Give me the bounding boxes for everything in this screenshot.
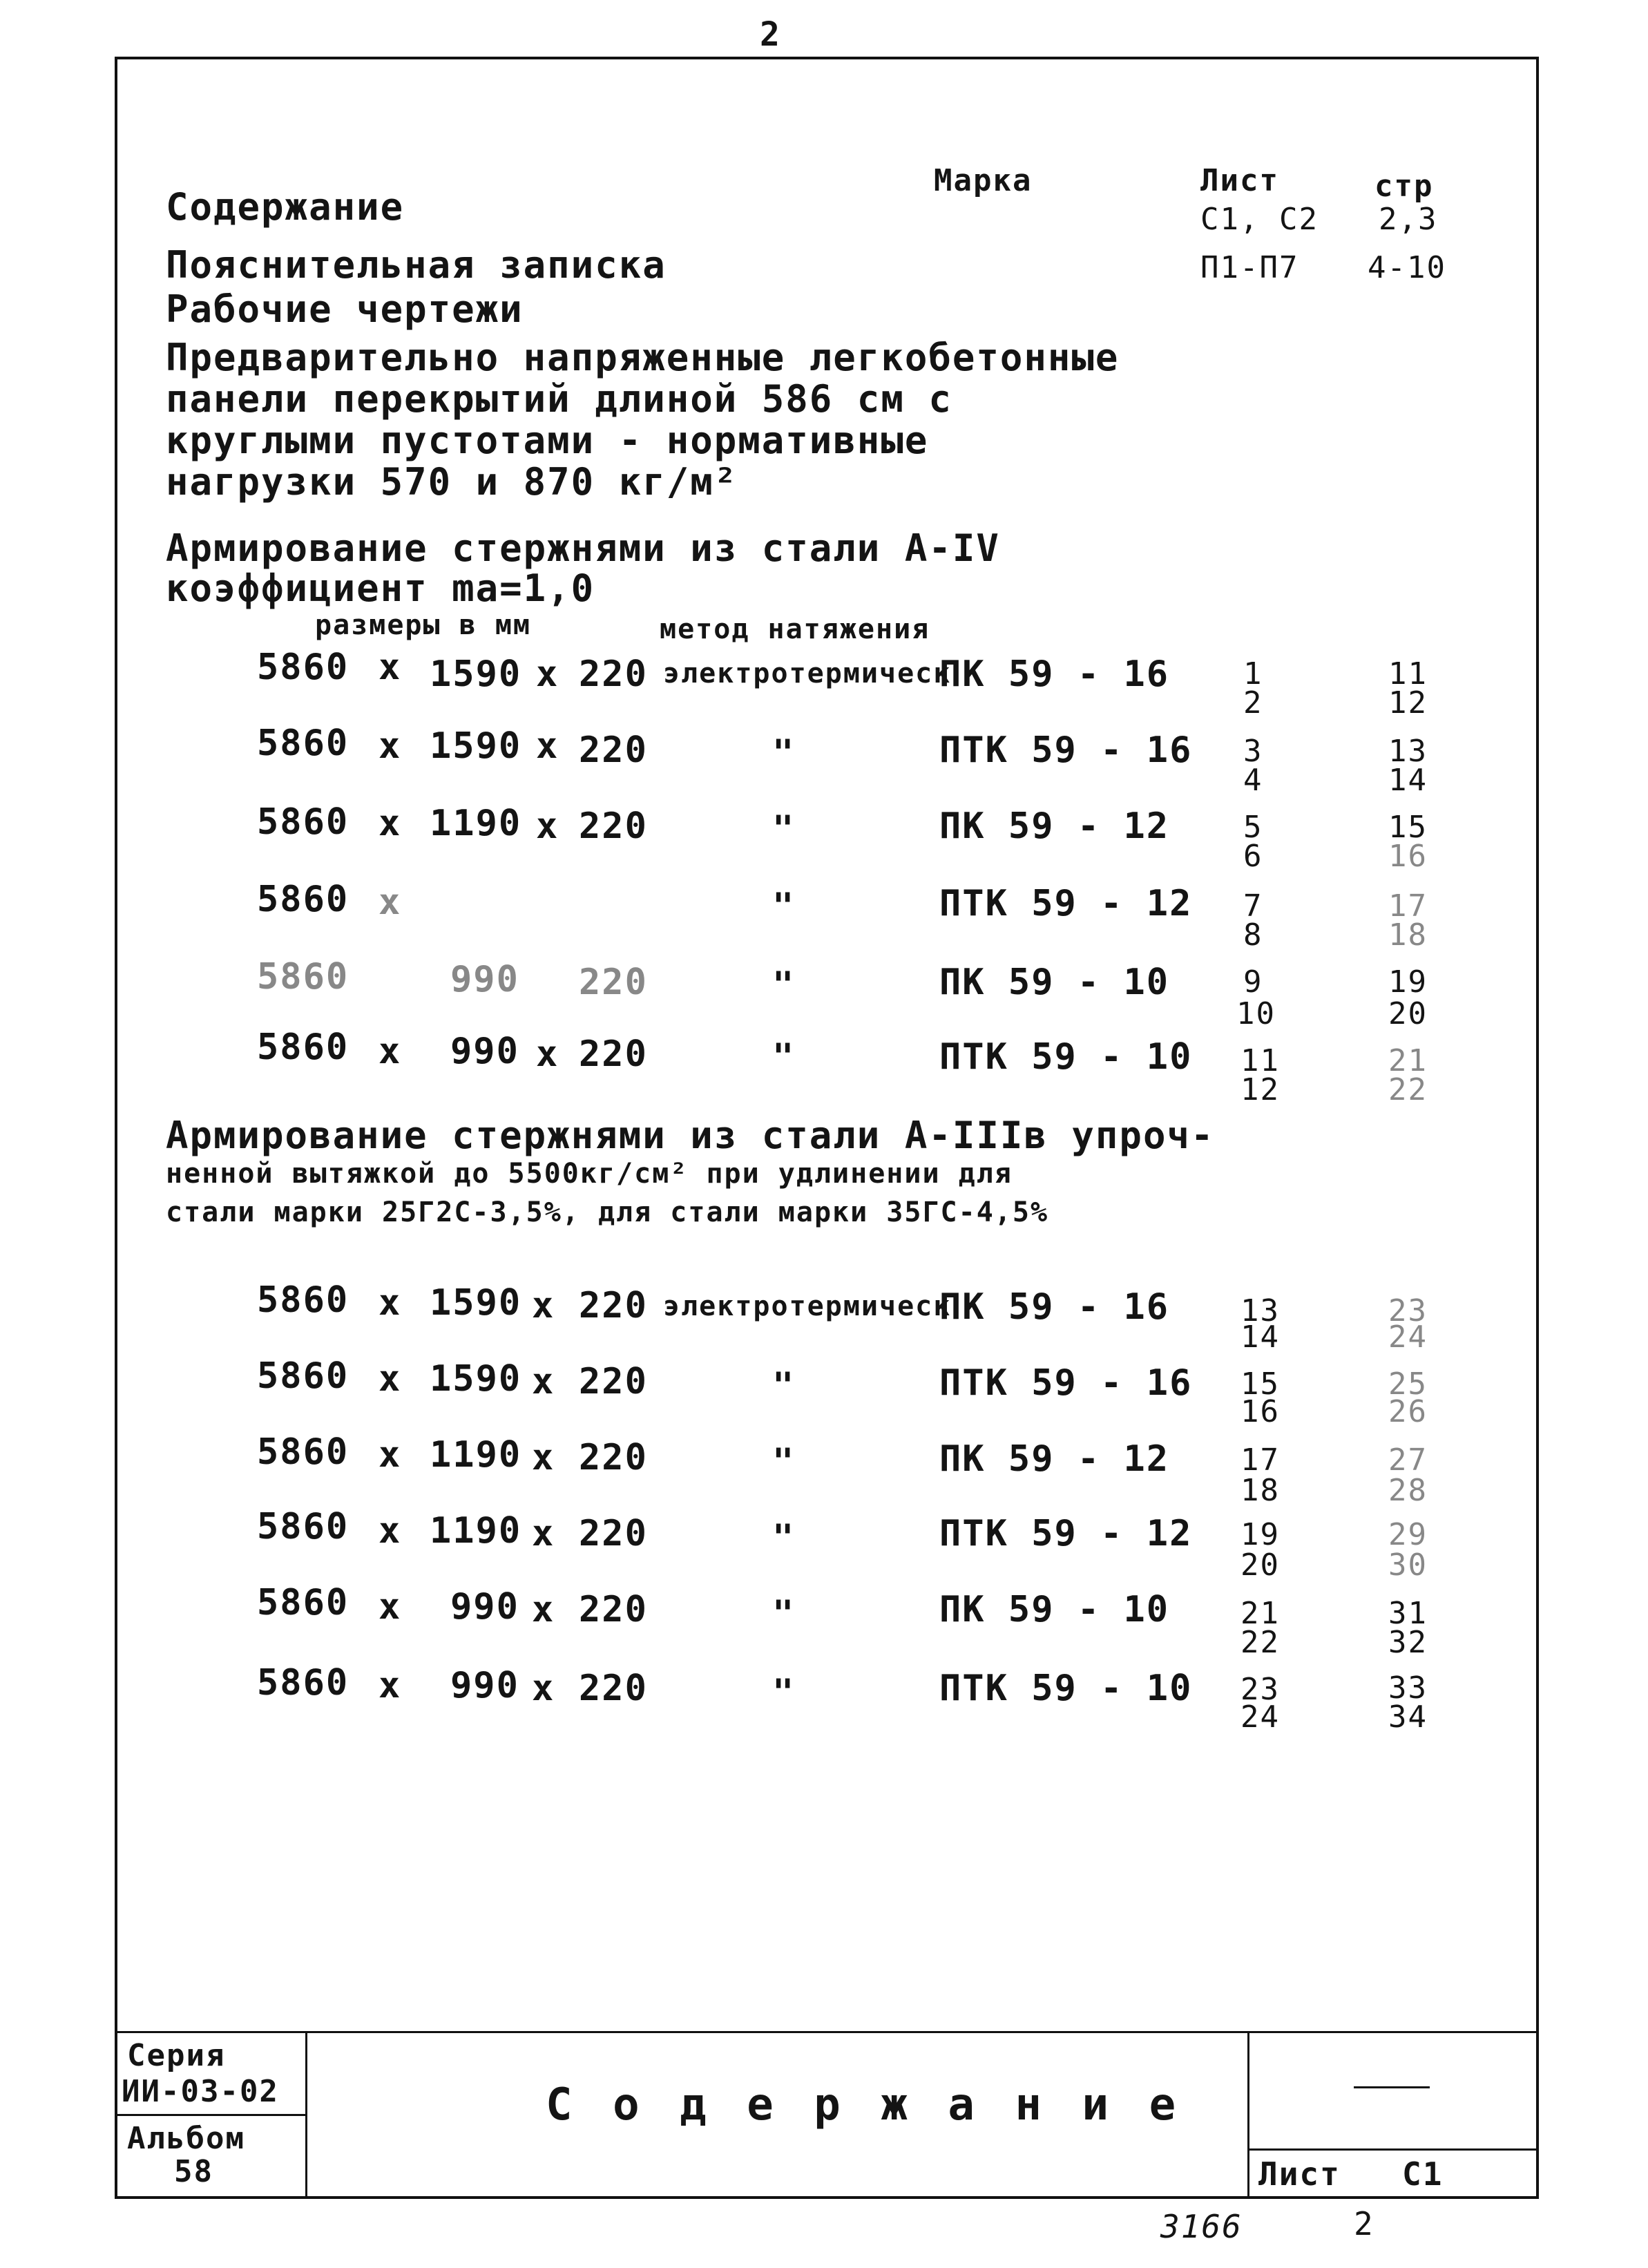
row-method: " xyxy=(772,732,796,774)
row-list-a: 1 xyxy=(1243,656,1263,692)
row-length: 5860 xyxy=(257,956,349,998)
row-height: 220 xyxy=(579,1668,648,1709)
row-page-a: 33 xyxy=(1388,1670,1428,1706)
row-x2: х xyxy=(532,1589,555,1630)
row-list-a: 7 xyxy=(1243,888,1263,924)
row-x2: х xyxy=(532,1668,555,1709)
row-x1: х xyxy=(379,1282,402,1324)
row-x1: х xyxy=(379,1665,402,1706)
row-marka: ПТК 59 - 16 xyxy=(939,1362,1193,1404)
section2-title-line-1: Армирование стержнями из стали А-IIIв упроч- xyxy=(166,1114,1215,1157)
row-list-b: 24 xyxy=(1240,1699,1280,1735)
stamp-divider-left xyxy=(305,2031,307,2199)
row-method: " xyxy=(772,1593,796,1635)
row-method: " xyxy=(772,1517,796,1559)
row-page-b: 28 xyxy=(1388,1473,1428,1508)
row-method: " xyxy=(772,1036,796,1078)
row-x2: х xyxy=(536,725,559,767)
row-width: 1590 xyxy=(430,725,522,767)
row-height: 220 xyxy=(579,1285,648,1326)
description-line-3: круглыми пустотами - нормативные xyxy=(166,419,929,462)
row-page-b: 12 xyxy=(1388,685,1428,721)
row-x1: х xyxy=(379,647,402,688)
row-width: 1190 xyxy=(430,1510,522,1552)
section2-title-line-3: стали марки 25Г2С-3,5%, для стали марки 35ГС-4,5% xyxy=(166,1197,1049,1228)
sheet-label: Лист xyxy=(1258,2155,1341,2193)
row-list-b: 10 xyxy=(1236,996,1276,1031)
row-x2: х xyxy=(536,806,559,847)
row-height: 220 xyxy=(579,1437,648,1478)
row-page-b: 24 xyxy=(1388,1319,1428,1355)
album-value: 58 xyxy=(174,2154,213,2189)
column-page: стр xyxy=(1374,169,1434,204)
row-list-a: 5 xyxy=(1243,810,1263,845)
row-length: 5860 xyxy=(257,1582,349,1623)
stamp-series-line xyxy=(115,2114,305,2116)
row-x1: х xyxy=(379,1358,402,1400)
row-list-a: 17 xyxy=(1240,1442,1280,1478)
section1-title: Армирование стержнями из стали А-IV xyxy=(166,526,1000,570)
series-label: Серия xyxy=(127,2038,226,2073)
row-page-b: 32 xyxy=(1388,1625,1428,1660)
row-page-b: 14 xyxy=(1388,763,1428,798)
row-method: " xyxy=(772,1441,796,1483)
row-method: электротермическ xyxy=(663,1290,952,1322)
row-x2: х xyxy=(532,1437,555,1478)
row-length: 5860 xyxy=(257,801,349,843)
row-list-a: 9 xyxy=(1243,964,1263,1000)
row-marka: ПТК 59 - 12 xyxy=(939,883,1193,924)
row-height: 220 xyxy=(579,1361,648,1402)
row-list-b: 8 xyxy=(1243,917,1263,953)
footer-mark: 2 xyxy=(1354,2205,1374,2242)
row-page-a: 19 xyxy=(1388,964,1428,1000)
row-height: 220 xyxy=(579,1589,648,1630)
row-length: 5860 xyxy=(257,1279,349,1321)
row-list-a: 19 xyxy=(1240,1517,1280,1552)
row-page-b: 34 xyxy=(1388,1699,1428,1735)
row-length: 5860 xyxy=(257,1027,349,1068)
album-label: Альбом xyxy=(127,2121,245,2156)
row-length: 5860 xyxy=(257,879,349,920)
intro-note-list: П1-П7 xyxy=(1200,250,1299,285)
row-length: 5860 xyxy=(257,647,349,688)
section2-title-line-2: ненной вытяжкой до 5500кг/см² при удлинении для xyxy=(166,1158,1013,1190)
row-x1: х xyxy=(379,725,402,767)
column-marka: Марка xyxy=(934,163,1033,198)
row-x1: х xyxy=(379,1510,402,1552)
row-width: 1590 xyxy=(430,1358,522,1400)
row-method: " xyxy=(772,1672,796,1713)
row-page-a: 23 xyxy=(1388,1293,1428,1328)
row-x2: х xyxy=(532,1285,555,1326)
row-x2: х xyxy=(536,654,559,695)
row-height: 220 xyxy=(579,654,648,695)
row-width: 1590 xyxy=(430,654,522,695)
row-width: 990 xyxy=(450,1586,519,1628)
description-line-2: панели перекрытий длиной 586 см с xyxy=(166,377,952,421)
row-list-a: 23 xyxy=(1240,1672,1280,1707)
row-page-a: 21 xyxy=(1388,1043,1428,1078)
row-width: 990 xyxy=(450,1031,519,1072)
top-mark: 2 xyxy=(760,15,781,54)
row-marka: ПТК 59 - 10 xyxy=(939,1668,1193,1709)
row-length: 5860 xyxy=(257,1662,349,1704)
row-marka: ПК 59 - 12 xyxy=(939,806,1170,847)
row-marka: ПТК 59 - 16 xyxy=(939,730,1193,771)
description-line-4: нагрузки 570 и 870 кг/м² xyxy=(166,460,738,504)
row-page-b: 18 xyxy=(1388,917,1428,953)
row-page-a: 13 xyxy=(1388,734,1428,769)
row-width: 990 xyxy=(450,1665,519,1706)
row-list-b: 18 xyxy=(1240,1473,1280,1508)
row-list-b: 2 xyxy=(1243,685,1263,721)
intro-contents-page: 2,3 xyxy=(1379,202,1438,237)
row-list-b: 6 xyxy=(1243,839,1263,874)
row-page-b: 16 xyxy=(1388,839,1428,874)
row-height: 220 xyxy=(579,962,648,1003)
row-method: " xyxy=(772,964,796,1006)
sheet-value: С1 xyxy=(1402,2155,1444,2193)
row-page-a: 11 xyxy=(1388,656,1428,692)
row-method: " xyxy=(772,808,796,850)
intro-drawings: Рабочие чертежи xyxy=(166,287,524,331)
row-page-a: 17 xyxy=(1388,888,1428,924)
row-x1: х xyxy=(379,803,402,844)
row-list-a: 3 xyxy=(1243,734,1263,769)
section1-col-method: метод натяжения xyxy=(660,613,930,645)
stamp-top-line xyxy=(115,2031,1539,2033)
row-page-b: 30 xyxy=(1388,1547,1428,1583)
row-x1: х xyxy=(379,882,402,923)
row-x1: х xyxy=(379,1586,402,1628)
row-page-a: 27 xyxy=(1388,1442,1428,1478)
intro-note: Пояснительная записка xyxy=(166,243,667,287)
row-page-a: 31 xyxy=(1388,1596,1428,1631)
row-list-b: 22 xyxy=(1240,1625,1280,1660)
row-width: 990 xyxy=(450,959,519,1000)
stamp-title: С о д е р ж а н и е xyxy=(546,2079,1183,2131)
section1-col-sizes: размеры в мм xyxy=(315,609,531,641)
row-width: 1190 xyxy=(430,1434,522,1476)
row-page-b: 22 xyxy=(1388,1072,1428,1107)
row-list-a: 11 xyxy=(1240,1043,1280,1078)
row-marka: ПК 59 - 12 xyxy=(939,1438,1170,1480)
row-marka: ПК 59 - 10 xyxy=(939,1589,1170,1630)
row-height: 220 xyxy=(579,1513,648,1554)
description-line-1: Предварительно напряженные легкобетонные xyxy=(166,336,1120,379)
row-list-a: 13 xyxy=(1240,1293,1280,1328)
row-marka: ПТК 59 - 10 xyxy=(939,1036,1193,1078)
series-value: ИИ-03-02 xyxy=(122,2074,279,2109)
stamp-dash xyxy=(1354,2086,1430,2088)
row-page-a: 15 xyxy=(1388,810,1428,845)
row-height: 220 xyxy=(579,1033,648,1075)
row-list-b: 12 xyxy=(1240,1072,1280,1107)
row-list-b: 4 xyxy=(1243,763,1263,798)
row-list-b: 20 xyxy=(1240,1547,1280,1583)
stamp-divider-right xyxy=(1247,2031,1249,2199)
row-list-a: 15 xyxy=(1240,1366,1280,1402)
row-length: 5860 xyxy=(257,1355,349,1397)
row-marka: ПК 59 - 16 xyxy=(939,654,1170,695)
row-list-a: 21 xyxy=(1240,1596,1280,1631)
footer-code: 3166 xyxy=(1160,2208,1243,2245)
row-x1: х xyxy=(379,1031,402,1072)
row-list-b: 16 xyxy=(1240,1394,1280,1429)
column-list: Лист xyxy=(1200,163,1279,198)
row-marka: ПТК 59 - 12 xyxy=(939,1513,1193,1554)
row-height: 220 xyxy=(579,806,648,847)
section1-coef: коэффициент ma=1,0 xyxy=(166,566,595,610)
row-page-b: 20 xyxy=(1388,996,1428,1031)
intro-note-page: 4-10 xyxy=(1368,250,1446,285)
row-length: 5860 xyxy=(257,723,349,764)
row-height: 220 xyxy=(579,730,648,771)
row-method: электротермическ xyxy=(663,658,952,689)
stamp-sheet-line xyxy=(1247,2148,1539,2151)
row-x2: х xyxy=(532,1361,555,1402)
row-x2: х xyxy=(536,1033,559,1075)
row-width: 1190 xyxy=(430,803,522,844)
row-page-a: 29 xyxy=(1388,1517,1428,1552)
row-marka: ПК 59 - 10 xyxy=(939,962,1170,1003)
intro-contents-list: С1, С2 xyxy=(1200,202,1319,237)
row-length: 5860 xyxy=(257,1506,349,1547)
row-page-b: 26 xyxy=(1388,1394,1428,1429)
row-x2: х xyxy=(532,1513,555,1554)
intro-contents: Содержание xyxy=(166,185,405,229)
row-length: 5860 xyxy=(257,1431,349,1473)
row-width: 1590 xyxy=(430,1282,522,1324)
row-method: " xyxy=(772,1365,796,1407)
row-method: " xyxy=(772,886,796,927)
row-page-a: 25 xyxy=(1388,1366,1428,1402)
row-marka: ПК 59 - 16 xyxy=(939,1286,1170,1328)
row-x1: х xyxy=(379,1434,402,1476)
row-list-b: 14 xyxy=(1240,1319,1280,1355)
